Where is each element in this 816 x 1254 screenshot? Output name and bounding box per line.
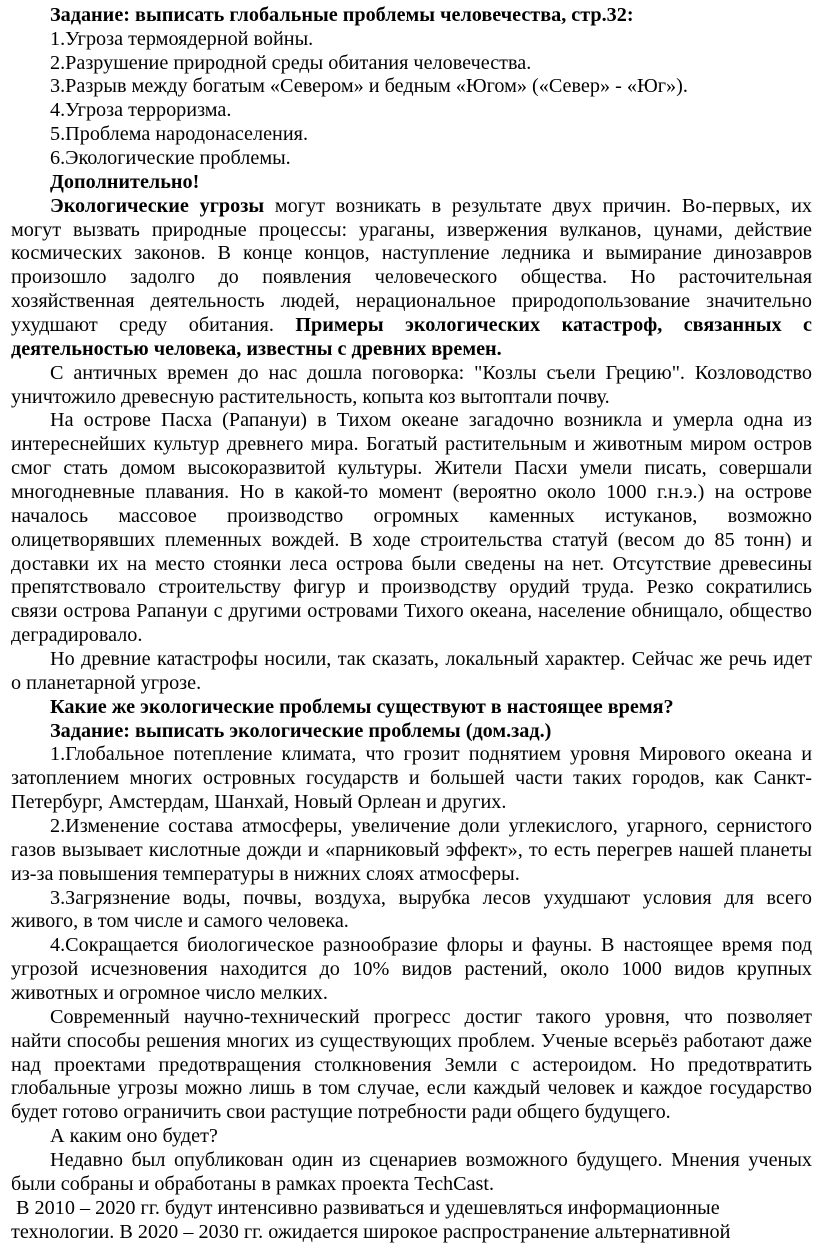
list-item: 5.Проблема народонаселения. bbox=[50, 123, 308, 145]
paragraph-line: связи острова Рапануи с другими островами Тихого океана, население обнищало, общество bbox=[11, 600, 812, 622]
paragraph-line: Экологические угрозы могут возникать в результате двух причин. Во-первых, их bbox=[50, 195, 812, 217]
paragraph-line: о планетарной угрозе. bbox=[11, 672, 202, 694]
paragraph-line: из-за повышения температуры в нижних слоях атмосферы. bbox=[11, 863, 520, 885]
additional-heading: Дополнительно! bbox=[50, 171, 200, 193]
bold-term: Экологические угрозы bbox=[50, 195, 265, 217]
list-item: 1.Угроза термоядерной войны. bbox=[50, 28, 314, 50]
paragraph-line: олицетворявших племенных вождей. В ходе строительства статуй (весом до 85 тонн) и bbox=[11, 529, 812, 551]
list-item: 4.Угроза терроризма. bbox=[50, 99, 232, 121]
paragraph-line: уничтожило древесную растительность, копыта коз вытоптали почву. bbox=[11, 386, 610, 408]
paragraph-line: ухудшают среду обитания. Примеры экологических катастроф, связанных с bbox=[11, 314, 812, 336]
paragraph-line: На острове Пасха (Рапануи) в Тихом океане загадочно возникла и умерла одна из bbox=[50, 409, 812, 431]
paragraph-line: 4.Сокращается биологическое разнообразие флоры и фауны. В настоящее время под bbox=[50, 934, 812, 956]
paragraph-line: могут вызвать природные процессы: ураганы, извержения вулканов, цунами, действие bbox=[11, 219, 812, 241]
paragraph-line: интереснейших культур древнего мира. Богатый растительным и животным миром остров bbox=[11, 433, 812, 455]
paragraph-line: началось массовое производство огромных каменных истуканов, возможно bbox=[11, 505, 812, 527]
paragraph-line: Петербург, Амстердам, Шанхай, Новый Орлеан и других. bbox=[11, 791, 507, 813]
paragraph-line: живого, в том числе и самого человека. bbox=[11, 910, 349, 932]
task-heading: Задание: выписать глобальные проблемы человечества, стр.32: bbox=[50, 4, 634, 26]
paragraph-line: над проектами предотвращения столкновения Земли с астероидом. Но предотвратить bbox=[11, 1054, 812, 1076]
task2-heading: Задание: выписать экологические проблемы (дом.зад.) bbox=[50, 720, 552, 742]
question-heading: Какие же экологические проблемы существуют в настоящее время? bbox=[50, 696, 674, 718]
paragraph-line: космических законов. В конце концов, наступление ледника и вымирание динозавров bbox=[11, 242, 812, 264]
paragraph-line: найти способы решения многих из существующих проблем. Ученые всерьёз работают даже bbox=[11, 1030, 812, 1052]
paragraph-line: 3.Загрязнение воды, почвы, воздуха, вырубка лесов ухудшают условия для всего bbox=[50, 887, 812, 909]
paragraph-line: доставки их на место стоянки леса острова были сведены на нет. Отсутствие древесины bbox=[11, 553, 812, 575]
paragraph-line: 1.Глобальное потепление климата, что грозит поднятием уровня Мирового океана и bbox=[50, 743, 812, 765]
paragraph-line: газов вызывает кислотные дожди и «парниковый эффект», то есть перегрев нашей планеты bbox=[11, 839, 812, 861]
paragraph-line: произошло задолго до появления человеческого общества. Но расточительная bbox=[11, 266, 812, 288]
paragraph-line: угрозой исчезновения находится до 10% видов растений, около 1000 видов крупных bbox=[11, 958, 812, 980]
list-item: 6.Экологические проблемы. bbox=[50, 147, 291, 169]
paragraph-line: будет готово ограничить свои растущие потребности ради общего будущего. bbox=[11, 1101, 671, 1123]
paragraph-line: деградировало. bbox=[11, 624, 143, 646]
paragraph-line: препятствовало строительству фигур и производству орудий труда. Резко сократились bbox=[11, 576, 812, 598]
paragraph-line: животных и огромное число мелких. bbox=[11, 982, 328, 1004]
paragraph-line: Но древние катастрофы носили, так сказать, локальный характер. Сейчас же речь идет bbox=[50, 648, 812, 670]
paragraph-line: В 2010 – 2020 гг. будут интенсивно развиваться и удешевляться информационные bbox=[11, 1197, 720, 1219]
paragraph-line: смог стать домом высокоразвитой культуры. Жители Пасхи умели писать, совершали bbox=[11, 457, 812, 479]
list-item: 3.Разрыв между богатым «Севером» и бедным «Югом» («Север» - «Юг»). bbox=[50, 75, 688, 97]
paragraph-line: многодневные плавания. Но в какой-то момент (вероятно около 1000 г.н.э.) на острове bbox=[11, 481, 812, 503]
paragraph-line: деятельностью человека, известны с древних времен. bbox=[11, 338, 502, 360]
paragraph-line: 2.Изменение состава атмосферы, увеличение доли углекислого, угарного, сернистого bbox=[50, 815, 812, 837]
paragraph-line: С античных времен до нас дошла поговорка: "Козлы съели Грецию". Козловодство bbox=[50, 362, 812, 384]
paragraph-line: глобальные угрозы можно лишь в том случае, если каждый человек и каждое государство bbox=[11, 1077, 812, 1099]
paragraph-line: А каким оно будет? bbox=[50, 1125, 218, 1147]
list-item: 2.Разрушение природной среды обитания человечества. bbox=[50, 52, 532, 74]
paragraph-line: затоплением многих островных государств и большей части таких городов, как Санкт- bbox=[11, 767, 812, 789]
paragraph-line: технологии. В 2020 – 2030 гг. ожидается широкое распространение альтернативной bbox=[11, 1221, 731, 1243]
paragraph-line: Современный научно-технический прогресс достиг такого уровня, что позволяет bbox=[50, 1006, 812, 1028]
paragraph-line: были собраны и обработаны в рамках проекта TechCast. bbox=[11, 1173, 495, 1195]
paragraph-line: хозяйственная деятельность людей, нерациональное природопользование значительно bbox=[11, 290, 812, 312]
paragraph-line: Недавно был опубликован один из сценариев возможного будущего. Мнения ученых bbox=[50, 1149, 812, 1171]
